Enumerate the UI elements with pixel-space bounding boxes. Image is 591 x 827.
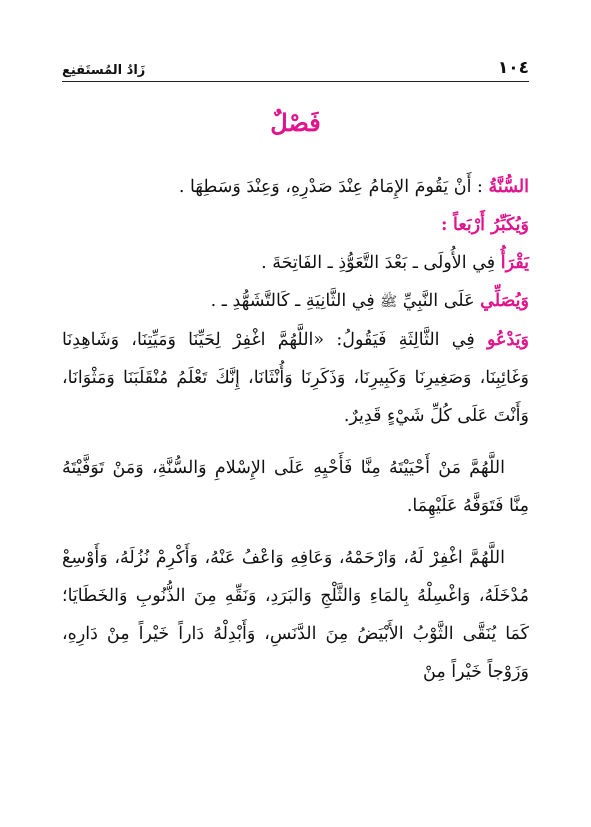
paragraph-dua-2 xyxy=(62,539,529,691)
paragraph-dua-1 xyxy=(62,449,529,525)
paragraph-text: : xyxy=(440,215,448,235)
paragraph-third-takbir xyxy=(62,321,529,435)
keyword: يَقْرَأُ xyxy=(500,253,529,273)
paragraph-first-takbir xyxy=(62,244,529,282)
paragraph-text: اللَّهُمَّ اغْفِرْ لَهُ، وَارْحَمْهُ، وَعَافِهِ وَاعْفُ عَنْهُ، وَأَكْرِمْ نُزُلَهُ، وَأَوْسِعْ مُدْخَلَهُ، وَاغْسِلْهُ بِالمَاءِ وَالثَّلْجِ وَالبَرَدِ، وَنَقِّهِ مِنَ الذُّنُوبِ وَالخَطَايَا؛ كَمَا يُنَقَّى الثَّوْبُ الأَبْيَضُ مِنَ الدَّنَسِ، وَأَبْدِلْهُ دَاراً خَيْراً مِنْ دَارِهِ، وَزَوْجاً خَيْراً مِنْ xyxy=(62,548,529,682)
keyword: وَيُكَبِّرُ أَرْبَعاً xyxy=(453,215,529,235)
honorific-glyph: ﷺ xyxy=(380,294,398,310)
keyword: السُّنَّةُ xyxy=(488,177,529,197)
paragraph-text: فِي الثَّانِيَةِ ـ كَالتَّشَهُّدِ ـ . xyxy=(210,291,375,311)
paragraph-text: اللَّهُمَّ مَنْ أَحْيَيْتَهُ مِنَّا فَأَحْيِهِ عَلَى الإِسْلامِ وَالسُّنَّةِ، وَمَنْ تَوَفَّيْتَهُ مِنَّا فَتَوَفَّهُ عَلَيْهِمَا. xyxy=(62,458,529,516)
paragraph-second-takbir xyxy=(62,282,529,321)
paragraph-sunnah xyxy=(62,168,529,206)
running-book-title: زَادُ المُستَقنِع xyxy=(62,63,146,78)
paragraph-text: : أَنْ يَقُومَ الإِمَامُ عِنْدَ صَدْرِهِ، وَعِنْدَ وَسَطِهَا . xyxy=(178,177,483,197)
keyword: وَيَدْعُو xyxy=(487,330,529,350)
paragraph-text: فِي الثَّالِثَةِ فَيَقُولُ: «اللَّهُمَّ اغْفِرْ لِحَيِّنَا وَمَيِّتِنَا، وَشَاهِدِنَا وَغَائِبِنَا، وَصَغِيرِنَا وَكَبِيرِنَا، وَذَكَرِنَا وَأُنْثَانَا، إِنَّكَ تَعْلَمُ مُنْقَلَبَنَا وَمَثْوَانَا، وَأَنْتَ عَلَى كُلِّ شَيْءٍ قَدِيرٌ. xyxy=(62,330,529,426)
body-text xyxy=(62,168,529,691)
page-number: ١٠٤ xyxy=(497,58,529,78)
page-header xyxy=(62,52,529,82)
paragraph-takbir xyxy=(62,206,529,244)
section-title: فَصْلٌ xyxy=(270,108,321,137)
keyword: وَيُصَلِّي xyxy=(480,291,529,311)
paragraph-text: فِي الأُولَى ـ بَعْدَ التَّعَوُّذِ ـ الفَاتِحَةَ . xyxy=(261,253,496,273)
paragraph-text: عَلَى النَّبِيِّ xyxy=(402,291,475,311)
